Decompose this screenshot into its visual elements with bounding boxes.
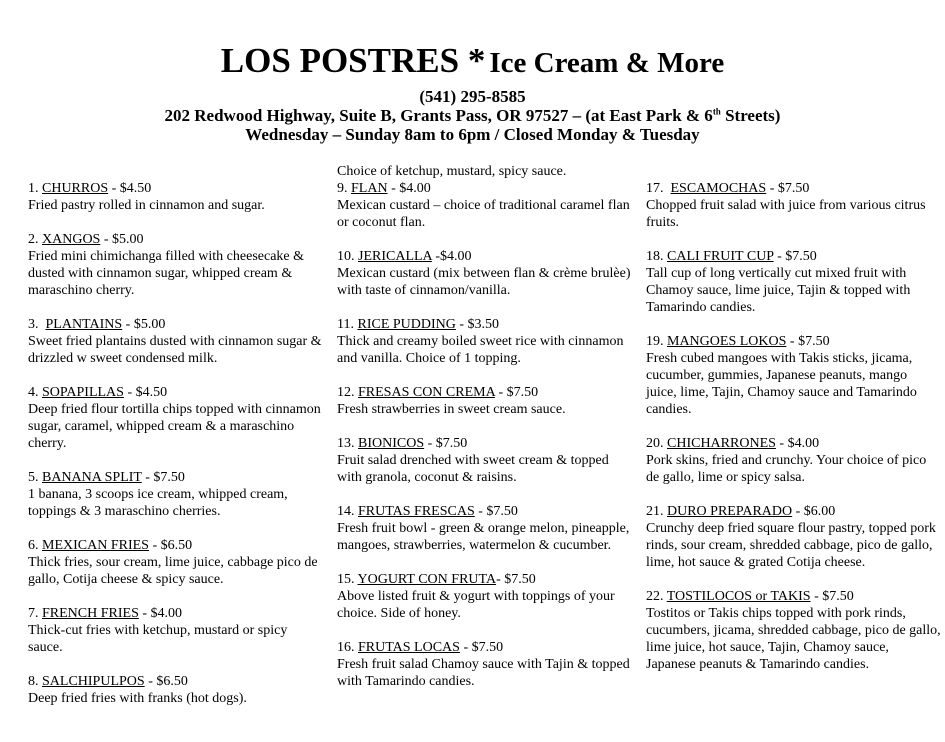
item-description: Fried pastry rolled in cinnamon and sugar. [28,198,265,213]
item-name: SALCHIPULPOS [42,674,145,689]
item-price: - $4.50 [123,385,168,400]
item-heading: 17. ESCAMOCHAS - $7.50 [646,181,810,196]
menu-item [28,605,323,656]
item-name: CHURROS [42,181,109,196]
item-name: CHICHARRONES [667,436,776,451]
item-description: Deep fried flour tortilla chips topped with cinnamon sugar, caramel, whipped cream & a maraschino cherry. [28,402,321,451]
item-heading: 9. FLAN - $4.00 [337,181,431,196]
menu-item [646,248,941,316]
item-name: XANGOS [42,232,101,247]
item-description: Fresh cubed mangoes with Takis sticks, jicama, cucumber, gummies, Japanese peanuts, mango juice, lime, Tajin, Chamoy sauce and Tamarindo candies. [646,351,917,417]
item-description: Fresh fruit salad Chamoy sauce with Tajin & topped with Tamarindo candies. [337,657,630,689]
item-description: Fruit salad drenched with sweet cream & topped with granola, coconut & raisins. [337,453,609,485]
menu-item [646,588,941,673]
menu-item [28,469,323,520]
item-description: 1 banana, 3 scoops ice cream, whipped cream, toppings & 3 maraschino cherries. [28,487,288,519]
item-description: Thick and creamy boiled sweet rice with cinnamon and vanilla. Choice of 1 topping. [337,334,624,366]
menu-column-3 [646,180,941,690]
item-description: Fresh strawberries in sweet cream sauce. [337,402,566,417]
item-description: Fresh fruit bowl - green & orange melon, pineapple, mangoes, strawberries, watermelon & cucumber. [337,521,630,553]
item-price: - $7.50 [766,181,810,196]
menu-item [646,435,941,486]
menu-item [28,537,323,588]
menu-item [337,571,632,622]
menu-item [337,180,632,231]
item-heading: 13. BIONICOS - $7.50 [337,436,468,451]
menu-column-2 [337,163,632,707]
item-heading: 2. XANGOS - $5.00 [28,232,144,247]
item-description: Thick fries, sour cream, lime juice, cabbage pico de gallo, Cotija cheese & spicy sauce. [28,555,318,587]
item-heading: 15. YOGURT CON FRUTA- $7.50 [337,572,536,587]
item-price: - $5.00 [100,232,144,247]
menu-item [28,231,323,299]
item-name: BIONICOS [358,436,425,451]
item-name: ESCAMOCHAS [670,181,767,196]
shop-title [0,42,945,87]
item-price: - $4.00 [775,436,820,451]
item-price: - $7.50 [141,470,185,485]
item-price: - $6.00 [792,504,836,519]
item-heading: 3. PLANTAINS - $5.00 [28,317,166,332]
item-name: FRUTAS LOCAS [358,640,460,655]
phone-number: (541) 295-8585 [419,87,526,106]
menu-item [28,673,323,707]
item-heading: 21. DURO PREPARADO - $6.00 [646,504,836,519]
menu-item [337,435,632,486]
item-price: - $7.50 [494,385,539,400]
menu-item [646,333,941,418]
item-heading: 18. CALI FRUIT CUP - $7.50 [646,249,817,264]
item-price: - $7.50 [773,249,817,264]
item-price: - $4.50 [108,181,152,196]
item-name: FRESAS CON CREMA [358,385,495,400]
item-price: - $7.50 [459,640,504,655]
item-price: - $3.50 [455,317,500,332]
item-name: JERICALLA [358,249,432,264]
item-name: SOPAPILLAS [42,385,124,400]
item-name: BANANA SPLIT [42,470,142,485]
item-heading: 1. CHURROS - $4.50 [28,181,152,196]
item-price: - $7.50 [810,589,854,604]
item-name: FRUTAS FRESCAS [358,504,475,519]
menu-item [28,384,323,452]
item-description: Pork skins, fried and crunchy. Your choice of pico de gallo, lime or spicy salsa. [646,453,927,485]
item-name: MEXICAN FRIES [42,538,149,553]
menu-item [337,384,632,418]
item-heading: 7. FRENCH FRIES - $4.00 [28,606,183,621]
item-description: Thick-cut fries with ketchup, mustard or spicy sauce. [28,623,288,655]
item-price: - $7.50 [424,436,468,451]
item-price: - $5.00 [122,317,166,332]
item-name: FRENCH FRIES [42,606,139,621]
menu-item [337,503,632,554]
item-price: - $7.50 [496,572,536,587]
item-heading: 5. BANANA SPLIT - $7.50 [28,470,185,485]
address-line: 202 Redwood Highway, Suite B, Grants Pass, OR 97527 – (at East Park & 6th Streets) [164,106,781,125]
item-heading: 19. MANGOES LOKOS - $7.50 [646,334,830,349]
item-description: Sweet fried plantains dusted with cinnamon sugar & drizzled w sweet condensed milk. [28,334,322,366]
item-price: - $7.50 [474,504,518,519]
item-heading: 12. FRESAS CON CREMA - $7.50 [337,385,539,400]
item-heading: 11. RICE PUDDING - $3.50 [337,317,500,332]
item-description: Above listed fruit & yogurt with toppings of your choice. Side of honey. [337,589,615,621]
item-name: YOGURT CON FRUTA [357,572,497,587]
item-description: Mexican custard – choice of traditional caramel flan or coconut flan. [337,198,630,230]
item-price: - $4.00 [387,181,431,196]
item-description: Mexican custard (mix between flan & crème brulèe) with taste of cinnamon/vanilla. [337,266,631,298]
item-name: MANGOES LOKOS [667,334,787,349]
item-price: - $6.50 [148,538,193,553]
item-heading: 4. SOPAPILLAS - $4.50 [28,385,168,400]
item-price: -$4.00 [431,249,472,264]
menu-column-1 [28,180,323,724]
item-description: Fried mini chimichanga filled with cheesecake & dusted with cinnamon sugar, whipped cream & maraschino cherry. [28,249,305,298]
item-name: CALI FRUIT CUP [667,249,774,264]
shop-tagline: Ice Cream & More [489,47,725,79]
item-heading: 10. JERICALLA -$4.00 [337,249,472,264]
menu-item [646,180,941,231]
menu-item [337,248,632,299]
item-heading: 8. SALCHIPULPOS - $6.50 [28,674,188,689]
item-heading: 6. MEXICAN FRIES - $6.50 [28,538,193,553]
menu-header [0,42,945,144]
item-heading: 20. CHICHARRONES - $4.00 [646,436,820,451]
shop-name: LOS POSTRES * [220,41,486,80]
item-price: - $4.00 [138,606,183,621]
item-price: - $6.50 [144,674,188,689]
item-heading: 22. TOSTILOCOS or TAKIS - $7.50 [646,589,854,604]
item-name: RICE PUDDING [357,317,456,332]
menu-item [337,639,632,690]
item-name: DURO PREPARADO [667,504,793,519]
opening-hours: Wednesday – Sunday 8am to 6pm / Closed Monday & Tuesday [245,125,700,144]
item-name: TOSTILOCOS or TAKIS [666,589,811,604]
item-description: Chopped fruit salad with juice from various citrus fruits. [646,198,926,230]
menu-item [337,316,632,367]
menu-item [646,503,941,571]
menu-item [28,316,323,367]
item-description: Crunchy deep fried square flour pastry, topped pork rinds, sour cream, shredded cabbage, pico de gallo, lime, hot sauce & grated Cotija cheese. [646,521,936,570]
item-description: Tostitos or Takis chips topped with pork rinds, cucumbers, jicama, shredded cabbage, pico de gallo, lime juice, hot sauce, Tajin, Chamoy sauce, Japanese peanuts & Tamarindo candies. [646,606,941,672]
menu-item [28,180,323,214]
item-price: - $7.50 [786,334,830,349]
item-description: Tall cup of long vertically cut mixed fruit with Chamoy sauce, lime juice, Tajin & topped with Tamarindo candies. [646,266,911,315]
item-description: Deep fried fries with franks (hot dogs). [28,691,247,706]
item-heading: 14. FRUTAS FRESCAS - $7.50 [337,504,518,519]
item-name: PLANTAINS [45,317,123,332]
item-name: FLAN [351,181,388,196]
carry-over-description: Choice of ketchup, mustard, spicy sauce. [337,164,567,179]
item-heading: 16. FRUTAS LOCAS - $7.50 [337,640,504,655]
